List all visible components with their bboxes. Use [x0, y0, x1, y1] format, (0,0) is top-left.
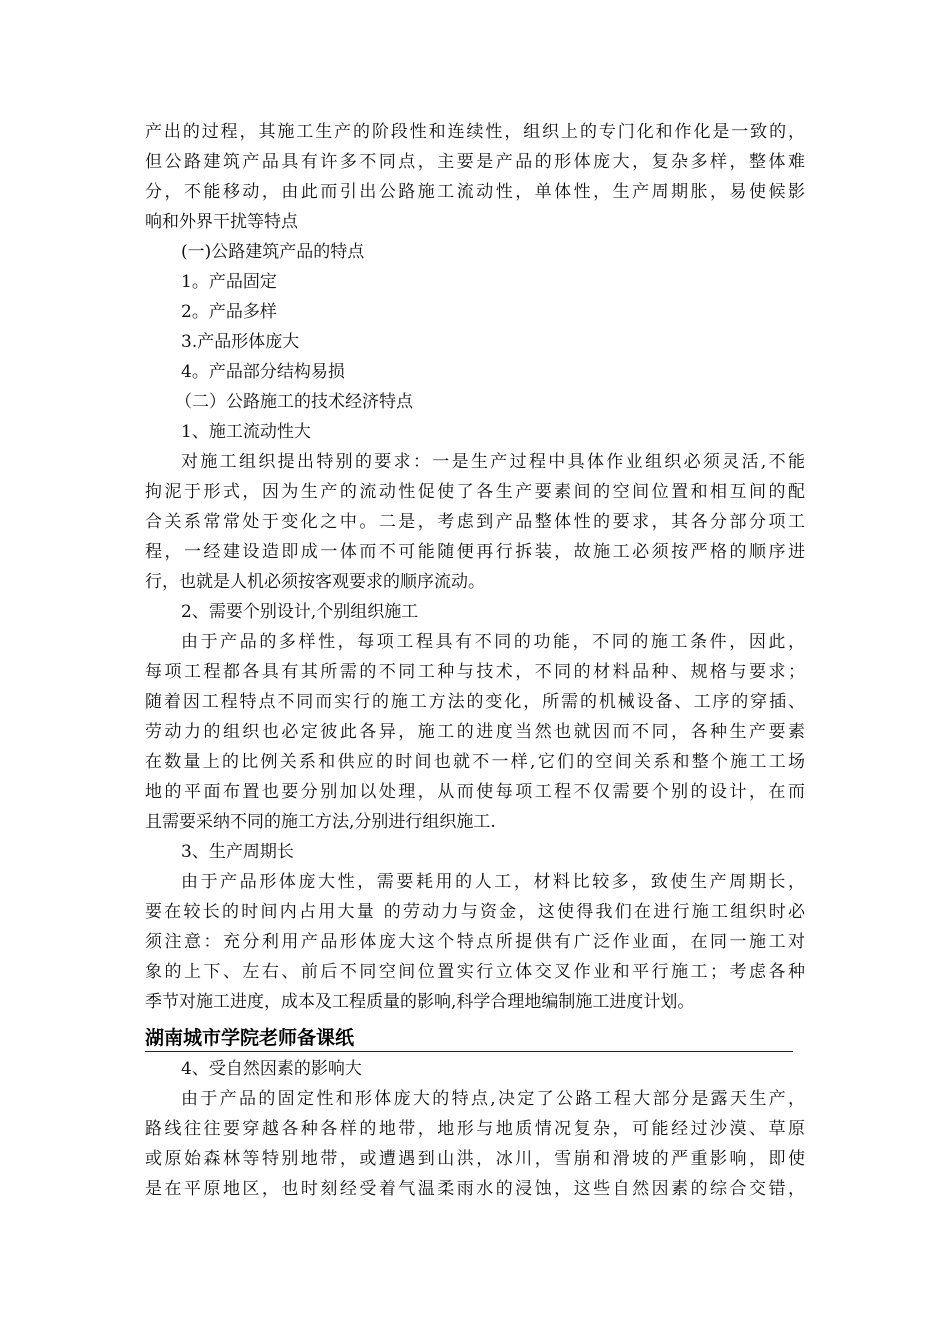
list-item: 4。产品部分结构易损: [181, 362, 345, 382]
paragraph-line: 产出的过程，其施工生产的阶段性和连续性，组织上的专门化和作化是一致的，: [145, 122, 805, 142]
paragraph-line: 路线往往要穿越各种各样的地带，地形与地质情况复杂，可能经过沙漠、草原: [145, 1119, 805, 1139]
paragraph-line: 要在较长的时间内占用大量 的劳动力与资金，这使得我们在进行施工组织时必: [145, 902, 805, 922]
page-header-title: 湖南城市学院老师备课纸: [145, 1027, 355, 1049]
paragraph-line: 但公路建筑产品具有许多不同点，主要是产品的形体庞大，复杂多样，整体难: [145, 152, 805, 172]
list-item: 1。产品固定: [181, 272, 277, 292]
section-heading-two: （二）公路施工的技术经济特点: [175, 392, 413, 412]
section-heading-one: (一)公路建筑产品的特点: [181, 242, 365, 262]
paragraph-line: 由于产品形体庞大性，需要耗用的人工，材料比较多，致使生产周期长，: [181, 872, 805, 892]
paragraph-line: 拘泥于形式，因为生产的流动性促使了各生产要素间的空间位置和相互间的配: [145, 482, 805, 502]
paragraph-line: 对施工组织提出特别的要求：一是生产过程中具体作业组织必须灵活,不能: [181, 452, 805, 472]
paragraph-line: 响和外界干扰等特点: [145, 212, 298, 232]
paragraph-line: 由于产品的固定性和形体庞大的特点,决定了公路工程大部分是露天生产，: [181, 1089, 805, 1109]
paragraph-line: 须注意：充分利用产品形体庞大这个特点所提供有广泛作业面，在同一施工对: [145, 932, 805, 952]
subsection-title-4: 4、受自然因素的影响大: [181, 1059, 362, 1079]
paragraph-line: 是在平原地区，也时刻经受着气温柔雨水的浸蚀，这些自然因素的综合交错，: [145, 1179, 805, 1199]
paragraph-line: 劳动力的组织也必定彼此各异，施工的进度当然也就因而不同，各种生产要素: [145, 722, 805, 742]
paragraph-line: 由于产品的多样性，每项工程具有不同的功能，不同的施工条件，因此，: [181, 632, 805, 652]
subsection-title-2: 2、需要个别设计,个别组织施工: [181, 602, 419, 622]
paragraph-line: 地的平面布置也要分别加以处理，从而使每项工程不仅需要个别的设计，在而: [145, 782, 805, 802]
paragraph-line: 或原始森林等特别地带，或遭遇到山洪，冰川，雪崩和滑坡的严重影响，即使: [145, 1149, 805, 1169]
paragraph-line: 且需要采纳不同的施工方法,分别进行组织施工.: [145, 812, 496, 832]
paragraph-line: 程，一经建设造即成一体而不可能随便再行拆装，故施工必须按严格的顺序进: [145, 542, 805, 562]
subsection-title-1: 1、施工流动性大: [181, 422, 311, 442]
page-header-bar: [145, 1019, 793, 1052]
list-item: 2。产品多样: [181, 302, 277, 322]
paragraph-line: 分，不能移动，由此而引出公路施工流动性，单体性，生产周期胀，易使候影: [145, 182, 805, 202]
paragraph-line: 象的上下、左右、前后不同空间位置实行立体交叉作业和平行施工；考虑各种: [145, 962, 805, 982]
paragraph-line: 随着因工程特点不同而实行的施工方法的变化，所需的机械设备、工序的穿插、: [145, 692, 805, 712]
list-item: 3.产品形体庞大: [181, 332, 300, 352]
subsection-title-3: 3、生产周期长: [181, 842, 294, 862]
paragraph-line: 每项工程都各具有其所需的不同工种与技术，不同的材料品种、规格与要求；: [145, 662, 805, 682]
document-page: [145, 117, 805, 1204]
paragraph-line: 合关系常常处于变化之中。二是，考虑到产品整体性的要求，其各分部分项工: [145, 512, 805, 532]
paragraph-line: 行，也就是人机必须按客观要求的顺序流动。: [145, 572, 485, 592]
paragraph-line: 在数量上的比例关系和供应的时间也就不一样,它们的空间关系和整个施工工场: [145, 752, 805, 772]
paragraph-line: 季节对施工进度，成本及工程质量的影响,科学合理地编制施工进度计划。: [145, 992, 695, 1012]
